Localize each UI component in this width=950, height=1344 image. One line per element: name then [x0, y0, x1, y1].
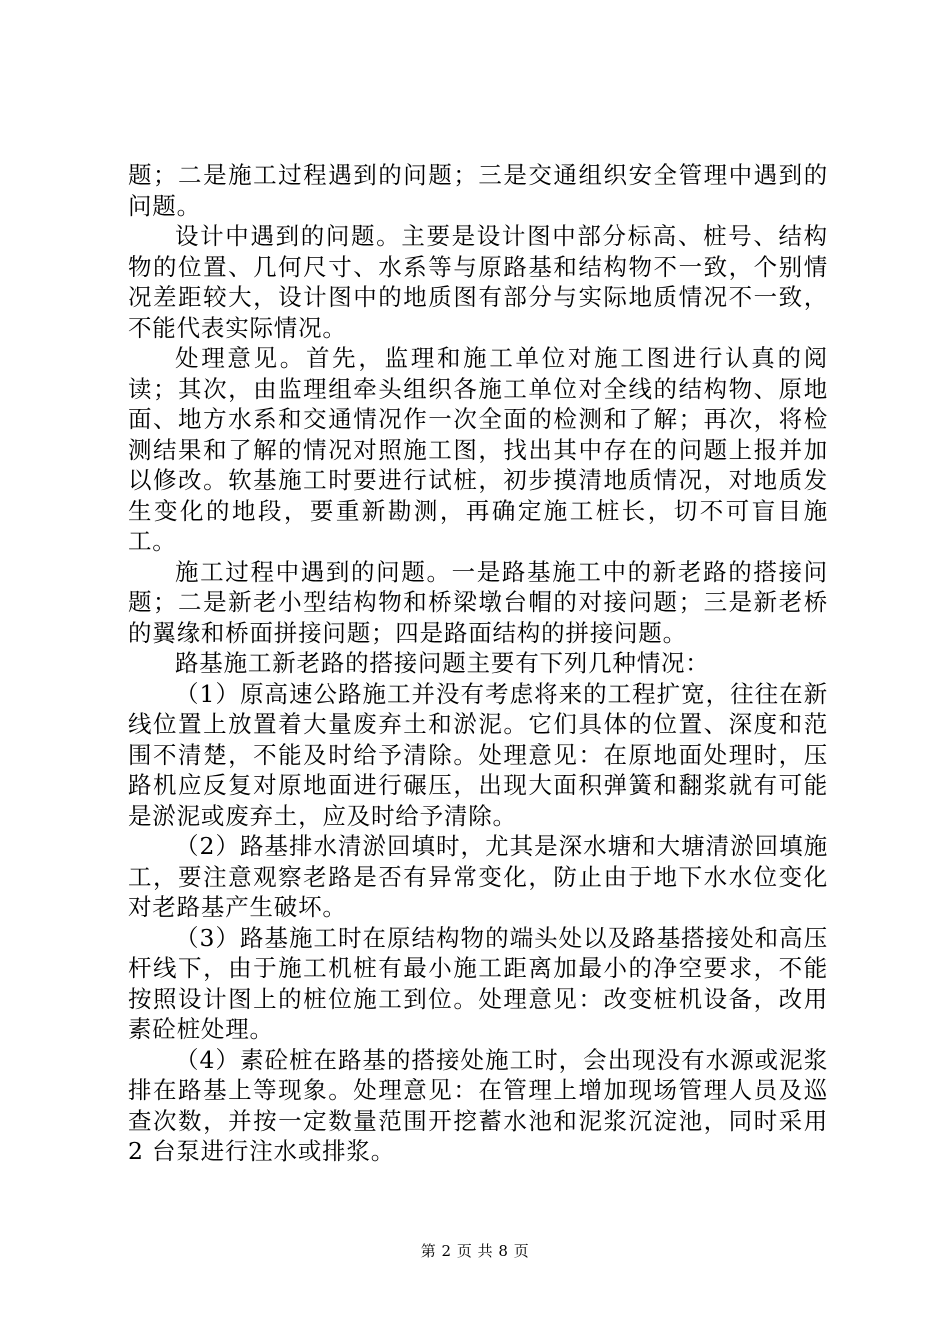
- paragraph-6: （2）路基排水清淤回填时，尤其是深水塘和大塘清淤回填施工，要注意观察老路是否有异常变化，防止由于地下水水位变化对老路基产生破坏。: [128, 832, 828, 921]
- paragraph-7: （3）路基施工时在原结构物的端头处以及路基搭接处和高压杆线下，由于施工机桩有最小施工距离加最小的净空要求，不能按照设计图上的桩位施工到位。处理意见：改变桩机设备，改用素砼桩处理。: [128, 923, 828, 1043]
- document-body: [128, 160, 828, 1167]
- paragraph-0: 题；二是施工过程遇到的问题；三是交通组织安全管理中遇到的问题。: [128, 161, 828, 220]
- paragraph-5: （1）原高速公路施工并没有考虑将来的工程扩宽，往往在新线位置上放置着大量废弃土和淤泥。它们具体的位置、深度和范围不清楚，不能及时给予清除。处理意见：在原地面处理时，压路机应反复对原地面进行碾压，出现大面积弹簧和翻浆就有可能是淤泥或废弃土，应及时给予清除。: [128, 679, 828, 830]
- paragraph-3: 施工过程中遇到的问题。一是路基施工中的新老路的搭接问题；二是新老小型结构物和桥梁墩台帽的对接问题；三是新老桥的翼缘和桥面拼接问题；四是路面结构的拼接问题。: [128, 557, 828, 647]
- paragraph-8: （4）素砼桩在路基的搭接处施工时，会出现没有水源或泥浆排在路基上等现象。处理意见：在管理上增加现场管理人员及巡查次数，并按一定数量范围开挖蓄水池和泥浆沉淀池，同时采用 2 台泵进行注水或排浆。: [128, 1045, 828, 1165]
- paragraph-1: 设计中遇到的问题。主要是设计图中部分标高、桩号、结构物的位置、几何尺寸、水系等与原路基和结构物不一致，个别情况差距较大，设计图中的地质图有部分与实际地质情况不一致，不能代表实际情况。: [128, 222, 828, 342]
- paragraph-2: 处理意见。首先，监理和施工单位对施工图进行认真的阅读；其次，由监理组牵头组织各施工单位对全线的结构物、原地面、地方水系和交通情况作一次全面的检测和了解；再次，将检测结果和了解的情况对照施工图，找出其中存在的问题上报并加以修改。软基施工时要进行试桩，初步摸清地质情况，对地质发生变化的地段，要重新勘测，再确定施工桩长，切不可盲目施工。: [128, 344, 828, 555]
- page-footer: 第 2 页 共 8 页: [420, 1242, 530, 1260]
- paragraph-4: 路基施工新老路的搭接问题主要有下列几种情况：: [175, 649, 710, 677]
